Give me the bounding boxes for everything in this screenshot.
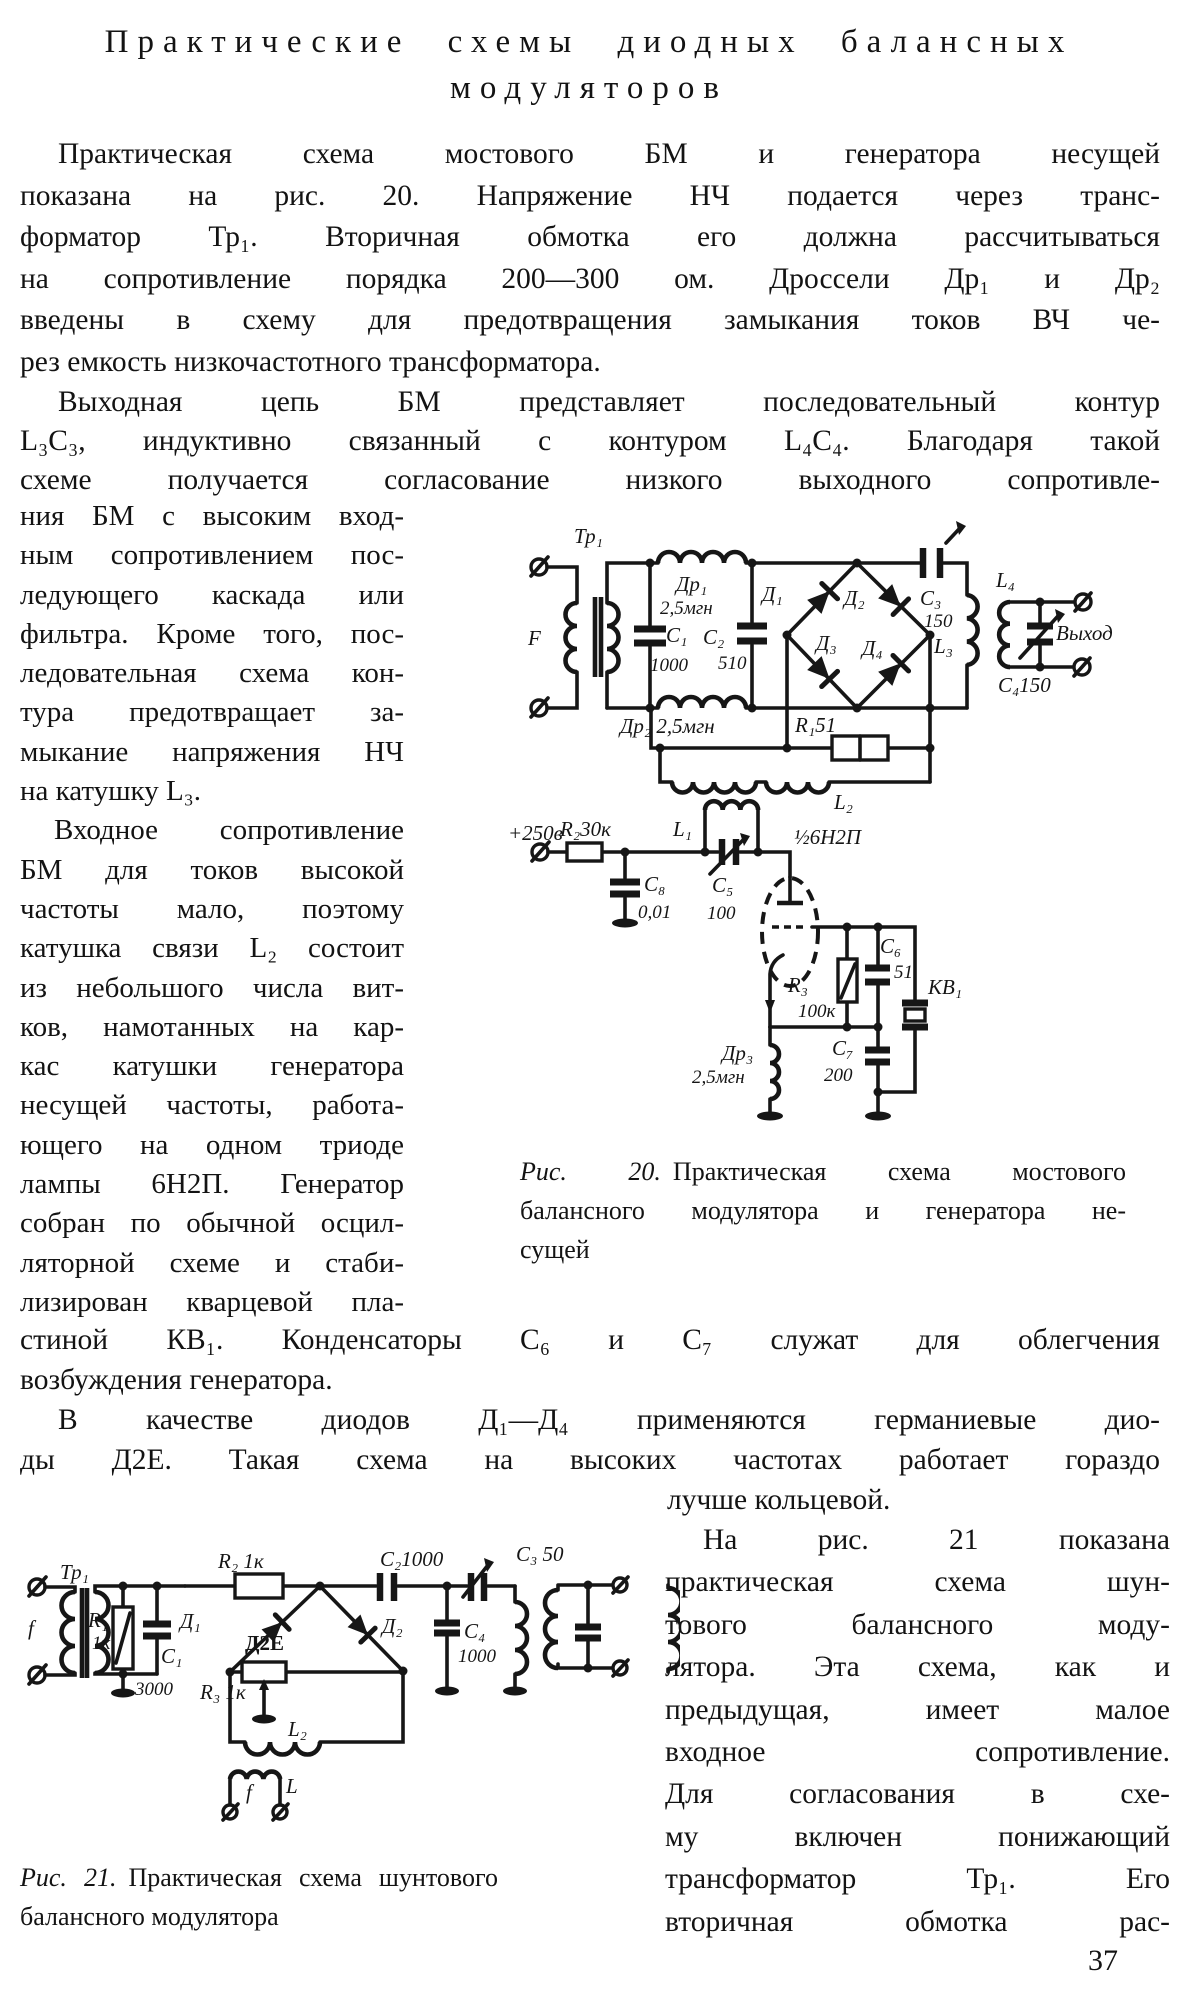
- fig20-label-c2: С₂: [703, 625, 725, 649]
- text-line: ющего на одном триоде: [20, 1128, 404, 1161]
- fig20-generator-supply: [532, 842, 705, 928]
- caption-text: Практическая схема мостового: [672, 1157, 1127, 1186]
- text-line: собран по обычной осцил-: [20, 1207, 404, 1240]
- text-line: предыдущая, имеет малое: [665, 1693, 1170, 1726]
- figure-20-schematic: [500, 495, 1120, 1135]
- text-line: стиной КВ₁. Конденсаторы С₆ и С₇ служат для облегчения: [20, 1324, 1160, 1356]
- text-line: несущей частоты, работа-: [20, 1089, 404, 1122]
- text-line: тового балансного моду-: [665, 1608, 1170, 1641]
- fig20-label-c6: С₆: [880, 934, 902, 958]
- text-line: В качестве диодов Д₁—Д₄ применяются германиевые дио-: [58, 1404, 1160, 1436]
- figure-21-schematic: [20, 1535, 680, 1835]
- fig20-label-c5: С₅: [712, 873, 734, 897]
- fig21-output-link: [545, 1577, 680, 1676]
- text-line: ния БМ с высоким вход-: [20, 500, 404, 532]
- fig21-label-r2: R₂ 1к: [218, 1549, 264, 1573]
- text-line: ляторной схеме и стаби-: [20, 1246, 404, 1279]
- bottom-paragraphs: [20, 1320, 1160, 1520]
- fig21-label-l: L: [286, 1774, 298, 1798]
- text-line: БМ для токов высокой: [20, 853, 404, 886]
- text-line: На рис. 21 показана: [703, 1524, 1170, 1556]
- fig20-label-l2: L₂: [834, 790, 853, 814]
- fig20-resistor-r3: [838, 927, 857, 1027]
- figure-20: [500, 495, 1120, 1135]
- figure-21-caption: [20, 1858, 498, 1936]
- text-line: трансформатор Тр₁. Его: [665, 1863, 1170, 1896]
- text-line: на сопротивление порядка 200—300 ом. Дроссели Др₁ и Др₂: [20, 262, 1160, 295]
- caption-line: балансного модулятора и генератора не-: [520, 1196, 1126, 1225]
- fig20-label-out: Выход: [1056, 621, 1113, 645]
- fig21-capacitor-c3: [463, 1558, 494, 1601]
- caption-line: [20, 1858, 498, 1897]
- text-line: Входное сопротивление: [54, 814, 404, 847]
- fig20-label-tube: ½6Н2П: [794, 825, 862, 849]
- fig20-input-transformer: [531, 557, 650, 717]
- figure-21-number: Рис. 21.: [20, 1863, 117, 1892]
- caption-text: Практическая схема шунтового: [128, 1863, 498, 1892]
- fig20-label-c7: С₇: [832, 1036, 854, 1060]
- fig20-label-f: F: [528, 626, 541, 650]
- fig21-label-r1: R₁: [88, 1608, 109, 1632]
- text-line: лизирован кварцевой пла-: [20, 1285, 404, 1318]
- right-column: [665, 1519, 1170, 1943]
- fig21-label-f: f: [28, 1616, 34, 1640]
- fig21-diode-pair: [230, 1586, 403, 1755]
- fig20-label-c8: С₈: [644, 872, 666, 896]
- fig20-label-supply: +250в: [508, 821, 563, 845]
- fig20-label-c3: С₃: [920, 586, 942, 610]
- text-line: входное сопротивление.: [665, 1735, 1170, 1768]
- fig21-capacitor-c4: [434, 1586, 460, 1696]
- text-line: ды Д2Е. Такая схема на высоких частотах работает гораздо: [20, 1444, 1160, 1476]
- text-line: рез емкость низкочастотного трансформатора.: [20, 345, 601, 378]
- text-line: введены в схему для предотвращения замыкания токов ВЧ че-: [20, 304, 1160, 336]
- text-line: показана на рис. 20. Напряжение НЧ подается через транс-: [20, 179, 1160, 212]
- fig21-label-c1: С₁: [161, 1644, 183, 1668]
- fig21-label-c3: С₃ 50: [516, 1542, 564, 1566]
- text-line: фильтра. Кроме того, пос-: [20, 617, 404, 650]
- fig20-label-d2: Д₂: [844, 586, 865, 610]
- fig20-diode-bridge: [787, 563, 930, 708]
- page-title-line-1: Практические схемы диодных балансных: [104, 24, 1074, 60]
- fig20-coil-l1-c5: [705, 801, 790, 877]
- figure-20-caption: [520, 1152, 1126, 1269]
- fig20-label-d4: Д₄: [862, 636, 883, 660]
- paragraph-1: [20, 134, 1160, 383]
- fig20-label-r3: R₃: [787, 973, 808, 997]
- text-line: L₃C₃, индуктивно связанный с контуром L₄C₄. Благодаря такой: [20, 425, 1160, 457]
- fig20-coil-l3: [967, 595, 978, 708]
- text-line: Выходная цепь БМ представляет последовательный контур: [58, 386, 1160, 418]
- page-number: 37: [1088, 1944, 1118, 1977]
- fig21-tank-coil: [503, 1586, 527, 1696]
- fig20-label-c1v: 1000: [650, 655, 688, 676]
- fig21-label-d2: Д₂: [382, 1614, 403, 1638]
- text-line: возбуждения генератора.: [20, 1364, 333, 1396]
- text-line: ледовательная схема кон-: [20, 657, 404, 690]
- fig21-resistor-r1: [111, 1586, 135, 1698]
- fig21-label-f2: f: [246, 1780, 252, 1804]
- fig21-capacitor-c2: [380, 1573, 394, 1601]
- text-line: лучше кольцевой.: [667, 1484, 891, 1516]
- fig21-label-l2: L₂: [288, 1717, 307, 1741]
- fig20-label-dr2: Др₂ 2,5мгн: [620, 714, 715, 738]
- caption-line: [520, 1152, 1126, 1191]
- caption-line: балансного модулятора: [20, 1902, 279, 1931]
- fig21-label-tr1: Тр₁: [60, 1560, 89, 1584]
- text-line: форматор Тр₁. Вторичная обмотка его должна рассчитываться: [20, 221, 1160, 253]
- figure-20-number: Рис. 20.: [520, 1157, 661, 1186]
- fig20-label-d1: Д₁: [762, 582, 783, 606]
- text-line: кас катушки генератора: [20, 1050, 404, 1083]
- text-line: ледующего каскада или: [20, 578, 404, 611]
- text-line: ным сопротивлением пос-: [20, 539, 404, 572]
- fig21-label-c2: С₂1000: [380, 1547, 444, 1571]
- left-column: [20, 497, 404, 1322]
- text-line: вторичная обмотка рас-: [665, 1905, 1170, 1938]
- fig21-label-d1: Д₁: [180, 1609, 201, 1633]
- text-line: схеме получается согласование низкого выходного сопротивле-: [20, 464, 1160, 496]
- paragraph-2: [20, 383, 1160, 500]
- fig20-label-c8v: 0,01: [638, 902, 672, 923]
- text-line: из небольшого числа вит-: [20, 971, 404, 1004]
- fig20-label-c2v: 510: [718, 653, 747, 674]
- fig20-label-c3v: 150: [924, 611, 953, 632]
- text-line: лампы 6Н2П. Генератор: [20, 1168, 404, 1201]
- fig21-label-c1v: 3000: [135, 1679, 173, 1700]
- fig20-label-d3: Д₃: [816, 631, 837, 655]
- fig20-label-dr1: Др₁: [676, 572, 708, 596]
- fig21-carrier-coil: [223, 1772, 288, 1820]
- fig20-label-c1: С₁: [666, 623, 688, 647]
- fig21-label-r1v: 1к: [92, 1633, 111, 1654]
- fig20-label-c6v: 51: [894, 962, 913, 983]
- fig20-label-dr3: Др₃: [722, 1041, 754, 1065]
- text-line: лятора. Эта схема, как и: [665, 1651, 1170, 1684]
- fig20-label-l3: L₃: [934, 634, 953, 658]
- fig20-label-kv1: КВ₁: [928, 975, 963, 999]
- fig20-capacitor-c1: [634, 563, 666, 708]
- fig20-label-dr1v: 2,5мгн: [660, 598, 713, 619]
- text-line: тура предотвращает за-: [20, 696, 404, 729]
- fig21-label-c4v: 1000: [458, 1646, 496, 1667]
- text-line: катушка связи L₂ состоит: [20, 932, 404, 965]
- fig21-label-d2e: Д2Е: [245, 1631, 284, 1655]
- fig20-label-dr3v: 2,5мгн: [692, 1067, 745, 1088]
- fig20-label-l4: L₄: [996, 568, 1015, 592]
- text-line: Для согласования в схе-: [665, 1778, 1170, 1811]
- page-title-line-2: модуляторов: [450, 70, 728, 106]
- fig20-label-r2: R₂30к: [560, 817, 611, 841]
- fig20-label-tr1: Тр₁: [574, 524, 603, 548]
- fig20-label-l1: L₁: [673, 817, 692, 841]
- fig20-label-c4: С₄150: [998, 673, 1051, 697]
- fig20-label-r3v: 100к: [798, 1001, 836, 1022]
- fig21-label-c4: С₄: [464, 1619, 486, 1643]
- fig21-label-r3: R₃ 1к: [200, 1680, 246, 1704]
- fig20-label-c7v: 200: [824, 1065, 853, 1086]
- text-line: ков, намотанных на кар-: [20, 1010, 404, 1043]
- text-line: му включен понижающий: [665, 1820, 1170, 1853]
- fig20-label-r1: R₁51: [795, 713, 837, 737]
- caption-line: сущей: [520, 1235, 590, 1264]
- figure-21: [20, 1535, 680, 1835]
- text-line: мыкание напряжения НЧ: [20, 735, 404, 768]
- fig20-label-c5v: 100: [707, 903, 736, 924]
- text-line: практическая схема шун-: [665, 1566, 1170, 1599]
- text-line: частоты мало, поэтому: [20, 892, 404, 925]
- text-line: на катушку L₃.: [20, 775, 202, 808]
- text-line: Практическая схема мостового БМ и генератора несущей: [58, 138, 1160, 170]
